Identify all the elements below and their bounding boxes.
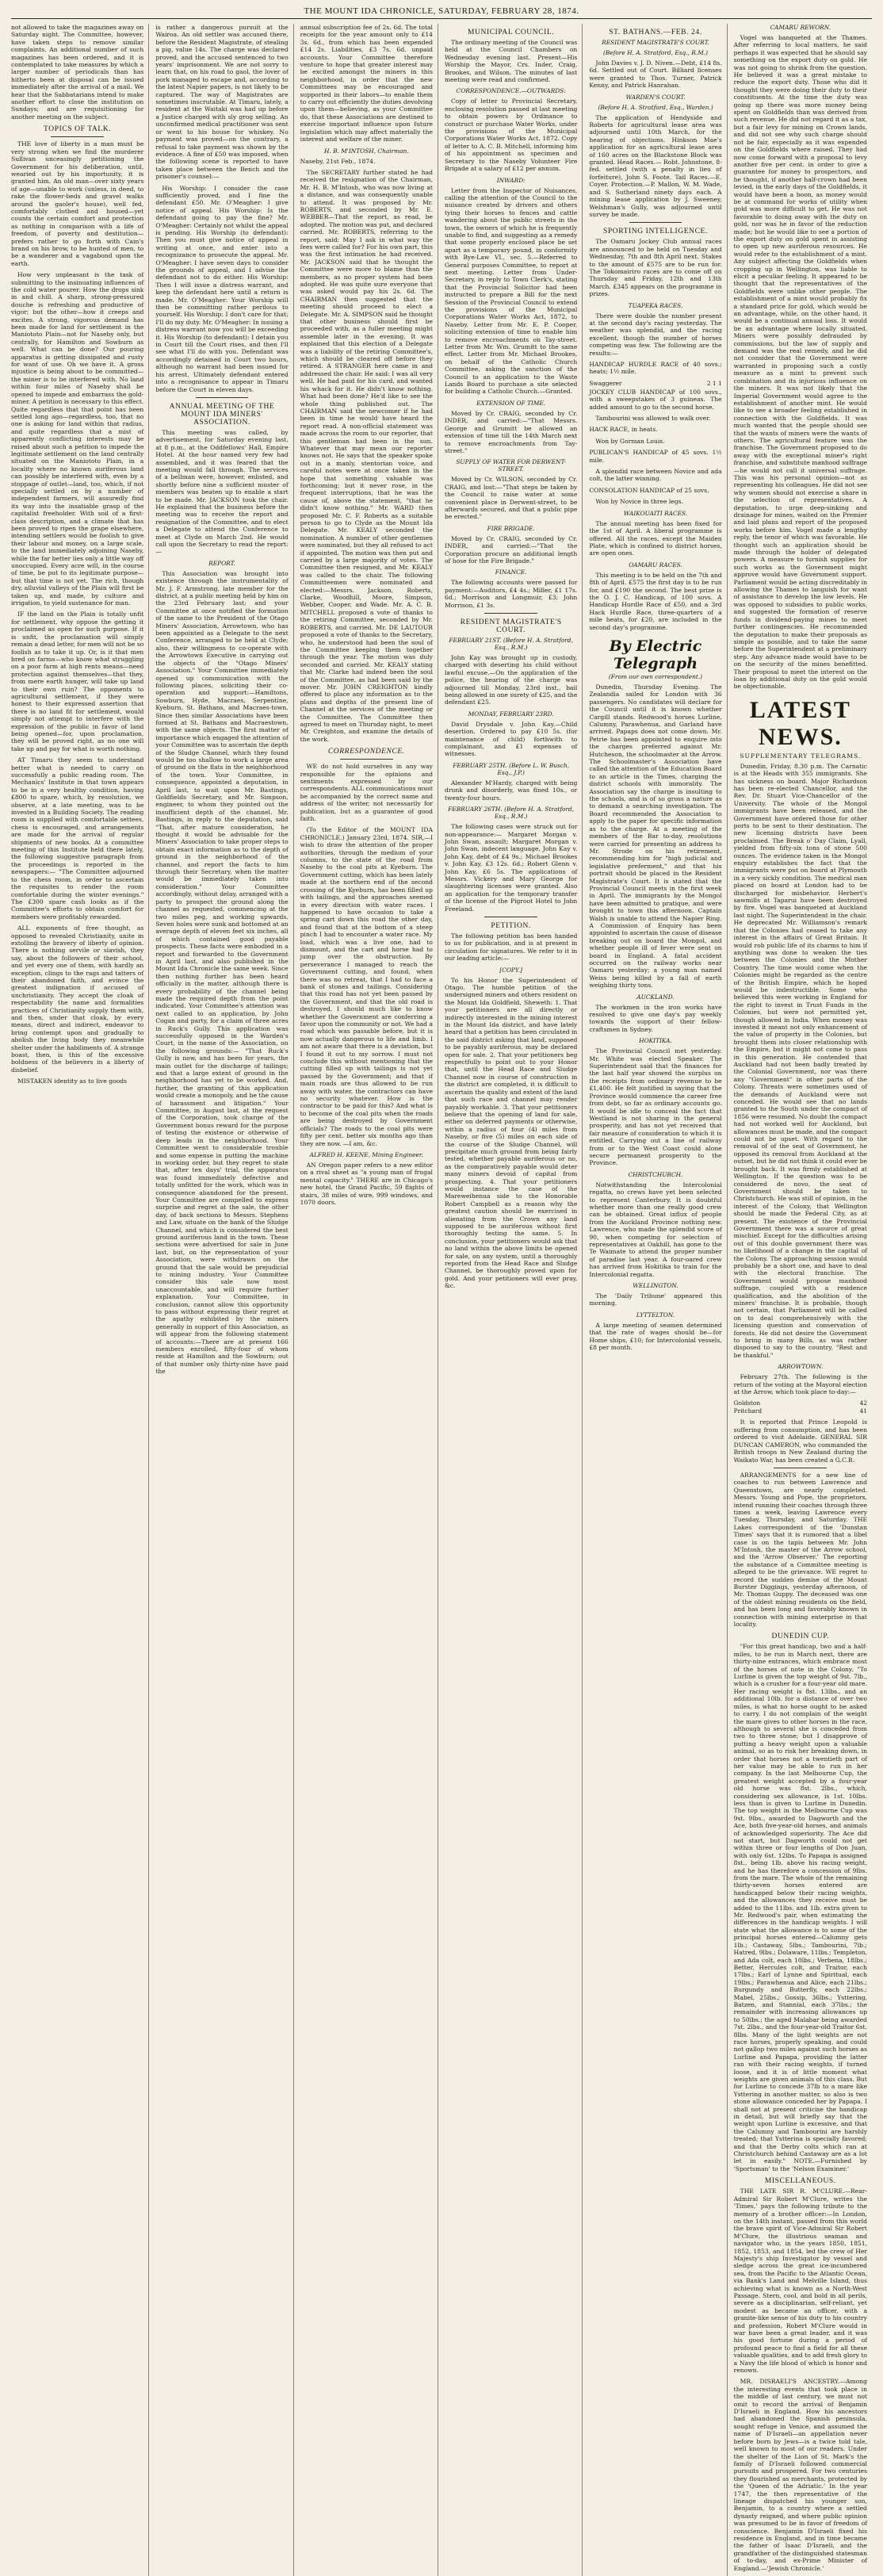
subheading: [COPY.] [499,966,523,974]
article-text: WE do not hold ourselves in any way responsible for the opinions and sentiments expressed by our correspondents. ALL communications must be accompanied by the correct name and address of the writer, not necessarily for publication, but as a guarantee of good faith. [300,763,433,823]
article-text: February 27th. The following is the return of the voting at the Mayoral election at the Arrow, which took place to-day:— [733,1373,867,1396]
article-text: Won by Novice in three legs. [595,498,683,506]
article-text: annual subscription fee of 2s. 6d. The total receipts for the year amount only to £14 3s. 6d., from which has been expended £14 2s. Liabilities, £3 7s. 6d. unpaid accounts. Your Committee therefore venture to hope that greater interest may be excited amongst the miners in this neighborhood, in order that the new Committees may be encouraged and supported in their labors—to enable them to carry out efficiently the duties devolving upon them—believing, as your Committee do, that these Associations are destined to exercise important influence upon future legislation which may affect materially the interest and welfare of the miner. [300,24,433,144]
divider [629,222,682,223]
article-text: Copy of letter to Provincial Secretary, enclosing resolution passed at last meeting to obtain powers by Ordinance to construct or purchase Water Works, under the provisions of the Municipal Corporations Water Works Act, 1872. Copy of letter to A. C. B. Mitchell, informing him of his appointment as specimen and Secretary to the Naseby Volunteer Fire Brigade at a salary of £12 per annum. [444,98,578,173]
article-text: Alexander M'Hardy, charged with being drunk and disorderly, was fined 10s., or twenty-four hours. [444,779,578,802]
column-4 [445,24,583,2576]
article-text: Dunedin, Thursday Evening. The Zealandia sailed for London with 36 passengers. No candidates will declare for the Council until it is known whether Cargill stands. Redwood's horses Lurline, Calumny, Parawhenua, and Garland have arrived. Papaps does not come down. Mr. Petrie has been appointed to enquire into the charges preferred against Mr. Hutcheson, the schoolmaster at the Arrow. The Schoolmaster's Association have called the attention of the Education Board to an article in the Times, charging the district schools with immorality. The Association say the charge is insulting to the schools, and is of so gross a nature as to demand a searching investigation. The Board recommended the Association to apply to the paper for specific information as to the charge. At a meeting of the members of the Bar to-day, resolutions were carried for presenting an address to Mr. Strode on his retirement, recommending him for "high judicial and legislative preferment," and that his portrait should be placed in the Resident Magistrate's Court. It is stated that the Provincial Council meets in the first week in April. The immigrants by the Mongol have been admitted to pratique, and were brought to town this afternoon. Captain Walsh is unable to attend the Napier Ring. A Commission of Enquiry has been appointed to ascertain the cause of disease breaking out on board the Mongol, and whether people ill of fever were sent on board in England. A fatal accident occurred on the railway works near Oamaru yesterday; a young man named Weiss being killed by a fall of earth weighing thirty tons. [589,683,722,989]
divider [51,136,104,137]
article-text: This Association was brought into existence through the instrumentality of Mr. J. F. Armstrong, late member for the district, at a public meeting held by him on the 23rd February last; and your Committee at once notified the formation of the same to the President of the Otago Miners' Association, Arrowtown, who has been appointed as a Delegate to the next Conference, arranged to be held at Clyde; also, their willingness to co-operate with the Arrowtown Executive in carrying out the objects of the "Otago Miners' Association." Your Committee immediately opened up communication with the following places, soliciting their co-operation and support:—Hamiltons, Sowburn, Hyde, Macraes, Serpentine, Kyeburn, St. Bathans, and Macraes-town. Since then similar Associations have been formed at St. Bathans and Macraestown, with the same objects. The first matter of importance which engaged the attention of your Committee was to ascertain the depth of the Sludge Channel, which they found would be too shallow to work a large area of ground on the flats in the neighborhood of the town. Your Committee, in consequence, appointed a deputation, in April last, to wait upon Mr. Bastings, Goldfields Secretary, and Mr. Simpson, engineer, to whom they pointed out the insufficient depth of the channel. Mr. Bastings, in reply to the deputation, said "That, after mature consideration, he thought it would be advisable for the Miners' Association to take proper steps to obtain exact information as to the depth of ground in the neighborhood of the channel, and report the facts to him through their Secretary, when the matter would be immediately taken into consideration." Your Committee accordingly, without delay, arranged with a party to prospect the ground along the channel as requested, commencing at the two miles peg, and working upwards. Seven holes were sunk and bottomed at an average depth of eleven feet six inches, all of which contained good payable prospects. These facts were embodied in a report and forwarded to the Government in April last, and also published in the Mount Ida Chronicle the same week. Since then nothing further has been heard officially in the matter, although there is every probability of the channel being made the required depth from the point indicated. Your Committee's attention was next called to an application, by John Cogan and party, for a claim of three acres in Ruck's Gully. This application was successfully opposed in the Warden's Court, in the name of the Association, on the following grounds:— "That Ruck's Gully is now, and has been for years, the main outlet for the discharge of tailings; and that a large extent of ground in the neighborhood has yet to be worked. And, further, the granting of this application would create a monopoly, and be the cause of harassment and litigation." Your Committee, in August last, at the request of the Corporation, took charge of the Government bonus reward for the purpose of testing the existence or otherwise of deep leads in the neighborhood. Your Committee went to considerable trouble and some expense in putting the machine in working order, but they regret to state that, after ten days' trial, the apparatus was found immediately defective and totally unfitted for the work, which was in consequence abandoned for the present. Your Committee are compelled to express surprise and regret at the sale, the other day, of back sections to Messrs. Stephens and Law, situate on the bank of the Sludge Channel, and which is considered the best ground auriferous land in the town. These sections were advertised for sale in June last, but, on the representation of your Association, were withdrawn on the ground that the sale would be prejudicial to mining industry. Your Committee consider this sale now most unaccountable, and will require further explanation. Your Committee, in conclusion, cannot allow this opportunity to pass without expressing their regret at the apathy exhibited by the miners generally in support of this Association, as will appear from the following statement of accounts:—There are at present 166 members enrolled, fifty-four of whom reside at Hamilton and the Sowburn; out of that number only thirty-nine have paid the [155,569,289,1376]
article-text: John Kay was brought up in custody, charged with deserting his child without lawful excuse.—On the application of the police, the hearing of the charge was adjourned till Monday, 23rd inst., bail being allowed in one surety of £25, and the defendant £25. [444,654,578,706]
candidate-votes: 41 [859,1407,867,1415]
divider [340,759,393,760]
subheading: TUAPEKA RACES. [628,301,683,309]
article-text: This meeting was called, by advertisement, for Saturday evening last, at 8 p.m., at the Oddfellows' Hall, Empire Hotel. At the hour named very few had assembled, and it was feared that the meeting would fall through. The services of a bellman were, however, enlisted, and shortly before nine a sufficient muster of members was beaten up to enable a start to be made. Mr. JACKSON took the chair. He explained that the business before the meeting was to receive the report and resignation of the Committee, and to elect a Delegate to attend the Conference to meet at Clyde on March 2nd. He would call upon the Secretary to read the report:— [155,428,289,556]
article-text: The following cases were struck out for non-appearance:— Margaret Morgan v. John Swan, assault; Margaret Morgan v. John Swan, indecent language, John Kay v. John Kay, debt of £4 9s.; Michael Brookes v. John Kay, £3 12s. 6d.; Robert Glenn v. John Kay, £6 5s. The applications of Messrs. Vickery and Mary George for slaughtering licenses were granted. Also an application for the temporary transfer of the license of the Pigroot Hotel to John Freeland. [444,823,578,913]
article-text: IF the land on the Plain is totally unfit for settlement, why oppose the getting it proclaimed as open for such purpose. If it is unfit, the proclamation will simply remain a dead letter, for men will not be so foolish as to take it up. Or, is it that men bred on farms—who know what struggling on a poor farm at high rents means—need protection against themselves—that they, from mere earth hunger, will take up land to their own ruin? The opponents to agricultural settlement, if they were honest to their expressed assertion that there is no land fit for settlement, would simply not attempt to interfere with the expression of the public in favor of land being opened—for, upon proclamation, they will be proved right, as no one will take up and pay for what is worth nothing. [11,611,144,752]
article-text: Notwithstanding the Intercolonial regatta, no crews have yet been selected to represent Canterbury. It is doubtful whether more than one really good crew can be obtained. Great influx of people from the Auckland Province nothing new. Lawrence, who made the splendid score of 90, when competing for selection of representatives at Oakhill, has gone to the Te Waimate to attend the proper number of paradise last year. A four-oared crew has arrived from Hokitika to train for the Intercolonial regatta. [589,1181,722,1278]
city-heading: AUCKLAND. [636,993,675,1001]
subheading: MONDAY, FEBRUARY 23RD. [468,710,554,718]
article-text: THE love of liberty in a man must be very strong when we find the murderer Sullivan unceasingly petitioning the Government for his deliberation, until, wearied out by his importunity, it is granted him. An old man—over sixty years of age—unable to work (unless, in deed, to rake the flower-beds and gravel walks around the gaoler's house), well fed, comfortably clothed and housed—yet counts the certain comfort and protection as nothing in comparison with a life of freedom, of poverty and destitution—prefers rather to go forth with Cain's brand on his brow, to be hunted of men, to be a wanderer and a vagabond upon the earth. [11,140,144,267]
article-text: Vogel was banqueted at the Thames. After referring to local matters, he said perhaps it was expected that he should say something on the export duty on gold. He was not going to shrink from the question. He believed it was a great mistake to reduce the export duty. Those who did it thought they were doing their duty to their constituents. At the time the duty was going up there was more money being spent on Goldfields than was derived from such revenue. He did not regard it as a tax, but a fair levy for mining on Crown lands, and did not see why such charge should not be fair, especially as it was expended on the Goldfields where raised. They had now come forward with a proposal to levy another five per cent. in order to give a guarantee for money to prospectors, and he thought, if another half-crown had been levied, in the early days of the Goldfields, it would have been a boon, as money would be at command for works of utility when gold was more difficult to get. He was not favorable to doing away with the duty on gold, nor was he in favor of the reduction made; but he would like to see a portion of the export duty on gold spent in assisting to open up new auriferous resources. He would refer to the establishment of a mint. Any subject affecting the Goldfields when cropping up in Wellington, was liable to elicit a peculiar feeling. It appeared to be thought that the representatives of the Goldfields were unlike other people. The establishment of a mint would probably fix a standard price for gold, which would be an advantage, while, on the other hand, it would be a continual annual loss. It would be an advantage where locally situated. Miners were possibly defrauded by commissions, but the law of supply and demand was the real remedy, and he did not consider that the Government were warranted in proposing such a costly measure as a mint to prevent such combination and its injurious influence on the miners. It was not likely that the Imperial Government would agree to the establishment of another mint. He would like to see a broader feeling established in connection with the Goldfields. It was much wanted that the people should see that the wants of miners were the wants of others. The agricultural feature was the franchise. The Government proposed to do away with the exceptional miner's right franchise, and substitute manhood suffrage—he would not call it universal suffrage. This was his personal opinion—not as representing his colleagues. He did not see why women should not exercise a share in the selection of representatives. A deputation, to urge deep-sinking and drainage for mines, waited on the Premier and laid plans and report of the proposed works before him. Vogel made a lengthy reply, the tenor of which was favorable. He thought such an application should be made through the holder of delegated powers. A measure to furnish supplies for such works as the Government might approve would have Government support. Parliament would be acting discreditably in allowing the Thames to languish for want of assistance to develop the low levels. He was opposed to subsidies to public works, and suggested the formation of reserve funds in dividend-paying mines to meet further contingencies. He recommended the deputation to make their proposals as simple as possible, and to take the same before the Superintendent at a preliminary step. Any advance made would have to be on the security of the mines benefitted. Their proposal to meet the interest on the loan by additional duty on the gold would be objectionable. [733,34,867,691]
subheading-report: REPORT. [208,559,235,567]
article-text: MISTAKEN identity as to live goods [17,1077,127,1085]
article-text: A splendid race between Novice and ada colt, the latter winning. [589,468,722,483]
article-text: is rather a dangerous pursuit at the Wairoa. An old settler was accused there, before the Resident Magistrate, of stealing a pig, value 14s. The charge was declared proved, and the accused sentenced to two years' imprisonment. We are not sorry to learn that, on his road to gaol, the lover of pork managed to escape and, according to the latest Napier papers, is not likely to be captured. The way of Magistrates are sometimes inscrutable. At Timaru, lately, a resident at the Waitaki was had up before a Justice charged with sly grog selling. An unconfirmed medical practitioner was sent or went to his house for whiskey. No payment was proved—on the contrary, a refusal to take payment was shown by the evidence. A fine of £50 was imposed, when the following scene is reported to have taken place between the Bench and the prisoner's counsel:— [155,24,289,181]
article-text: AT Timaru they seem to understand better what is needed to carry on successfully a public reading room. The Mechanics' Institute in that town appears to be in a very healthy condition, having £800 to spare, which, by resolution, we observe, at a late meeting, was to be invested in a Building Society. The reading room is supplied with comfortable settees, chess is encouraged, and arrangements are made for the arrival of regular shipments of new books. At a committee meeting of this Institute held there lately, the following suggestive paragraph from the proceedings is reported in the newspapers:— "The Committee adjourned to the chess room, in order to ascertain the requisites to render the room comfortable during the winter evenings." The £300 spare cash looks as if the Committee's efforts to obtain comfort for members were profitably rewarded. [11,756,144,921]
candidate-name: Goldston [733,1399,761,1407]
column-6 [734,24,872,2576]
subheading: FEBRUARY 26TH. (Before H. A. Stratford, Esq., R.M.) [448,806,575,821]
subheading: FEBRUARY 21ST. (Before H. A. Stratford, Esq., R.M.) [449,637,573,651]
electric-telegraph-heading: By Electric Telegraph [609,637,702,672]
section-heading-dunedin-cup: DUNEDIN CUP. [771,1632,830,1641]
subheading: CAMARU REWORN. [770,24,831,31]
race-title: CONSOLATION HANDICAP of 25 sovs. [589,486,709,494]
city-heading: HOKITIKA. [639,1037,672,1045]
article-text: (To the Editor of the MOUNT IDA CHRONICLE.) January 23rd, 1874. SIR,—I wish to draw the attention of the proper authorities, through the medium of your columns, to the state of the road from Naseby to the coal pits at Kyeburn. The Government cutting, which has been lately made at the northern end of the second crossing of the Kyeburn, has been filled up with tailings, and the approaches seemed in every direction with water races. I happened to have occasion to take a spring cart down this road the other day, and found that at the bottom of a steep pinch I had to encounter a water race. My load, which was a live one, had to dismount, and the cart and horse had to jump over the obstruction. By perseverance I managed to reach the Government cutting, and found, when there was no retreat, that I had to face a bank of stones and tailings. Considering that this road has not yet been passed by the Government, and that the old road is destroyed, I should much like to know whether the Government are conferring a favor upon the community or not. We had a road which was passable before, but it is now actually dangerous to life and limb. I am not aware that there is a deviation, but I found it out to my sorrow. I must not conclude this without mentioning that the cutting filled up with tailings is not yet passed by the Government; and that if main roads are thus allowed to be run away with water, the contractors can have no security whatever. How is the contractor to be paid for this? And what is to become of the coal pits when the roads are being destroyed by Government officials? The roads to the coal pits were fifty per cent. better six months ago than they are now. —I am, &c. [300,826,433,1147]
subheading: FEBRUARY 25TH. (Before L. W. Busch, Esq., J.P.) [453,761,570,776]
dateline: Naseby, 21st Feb., 1874. [300,157,376,165]
signature: ALFRED H. KEENE, Mining Engineer. [309,1150,423,1158]
race-result [589,380,721,387]
article-text: This meeting is to be held on the 7th and 8th of April. £575 the first day is to be run for, and £190 the second. The best prize is the O. J. C. Handicap, of 100 sovs. A Handicap Hurdle Race of £50, and a 3rd Hack Hurdle Race, three-quarters of a mile heats, for £20, are included in the second day's programme. [589,571,722,631]
column-1 [11,24,149,2576]
article-text: The workmen in the iron works have resolved to give one day's pay weekly towards the support of their fellow-craftsmen in Sydney. [589,1003,722,1033]
subheading: INWARD: [496,176,526,184]
subheading: OAMARU RACES. [629,561,682,568]
subheading: SUPPLY OF WATER FOR DERWENT-STREET. [456,458,566,473]
article-text: "For this great handicap, two and a half-miles, to be run in March next, there are thirty-nine entrances, which embrace most of the horses of note in the Colony. "To Lurline is given the top weight of 9st. 7lb., which is a crusher for a four-year old mare. Her racing weight is 8st. 13lbs., and an additional 10lb. for a distance of over two miles, is what no horse ought to be asked to carry. I do not complain of the weight the mare gives to other horses in the race, although to several she is conceded from two to three stone; but I disapprove of putting a heavy weight upon a valuable animal, so as to risk her breaking down, in order that horses not a twentieth part of her value may be able to run in her company. In the last Melbourne Cup, the greatest weight accepted by a four-year old horse was 8st. 2lbs., which, considering sex allowance, is 1st. 10lbs. less than is given to Lurline in Dunedin. The top weight in the Melbourne Cup was 9st. 9lbs., awarded to Dagworth and the Ace, both five-year-old horses, and animals of acknowledged superiority. The Ace did not start, but Dagworth could not get within three or four lengths of Don Juan, with only 6st. 12lbs. To Papapa is assigned 8st., being 1lb. above his racing weight, and he has therefore a concession of 9lbs. from the mare. The whole of the remaining thirty-seven horses entered are handicapped below their racing weights, and the allowances they receive must be added to the 11lbs. and 1lb. extra given to Mr. Redwood's pair, when estimating the differences in the handicap weights. I will state what the allowance is to some of the principal horses entered—Calumny gets 1lb.; Castaway, 5lbs.; Tambourini, 7lb.; Hatred, 9lbs.; Dolaware, 11lbs.; Templeton, and Ada colt, each 10lbs.; Verbena, 18lbs.; Better, Hercules colt, and Traitor, each 17lbs.; Earl of Lynne and Spiritual, each 19lbs.; Parawhenua and Alice, each 21lbs.; Burgundy and Butterfly, each 22lbs.; Mabel, 25lbs.; Gossip, 36lbs.; Ysttering, Batzen, and Stannial, each 37lbs.; the remainder with increasing allowances up to 50lbs.; the aged Malabar being awarded 7st. 2lbs., and the four-year-old Traitor 6st. 8lbs. Many of the light weights are not race horses, properly speaking, and could not gallop two miles against such horses as Lurline and Papapa, providing the latter ran with their racing weights, if turned loose, and it is of little moment what weights are given animals of this class. But for Lurline to concede 37lb to a mare like Ysttering in another matter, so also is two stone allowance conceded her by Papapa. I shall not at present criticise the handicap in detail, but will briefly say that the weight upon Lurline is excessive, and that the Calumny and Tambourini are harshly treated; that Ystterina is specially favored; and that the Derby colts which ran at Christchurch behind Castaway are as a lot let in easily." NOTE.—Furnished by 'Sportsman' to the 'Nelson Examiner.' [733,1643,867,2172]
article-text: Moved by Cr. CRAIG, seconded by Cr. INDER, and carried:—"That the Corporation procure an additional length of hose for the Fire Brigade." [444,534,578,565]
section-heading-sporting: SPORTING INTELLIGENCE. [603,228,708,236]
article-text: Won by Gorman Louis. [595,437,665,445]
subheading: RESIDENT MAGISTRATE'S COURT. [602,39,709,46]
city-heading: ARROWTOWN. [778,1363,824,1371]
article-text: The 'Daily Tribune' appeared this morning. [589,1292,722,1307]
article-text: The Provincial Council met yesterday. Mr. White was elected Speaker. The Superintendent said that the finances for the last half year showed the surplus on the receipts from ordinary revenue to be £1,400. He felt justified in saying that the Province would commence the career free from debt, so far as ordinary accounts go. It would be idle to conceal the fact that Westland is not sharing in the general prosperity, and has not yet received that fair measure of consideration to which it is entitled. Carrying out a line of railway from or to the West Coast could alone secure permanent prosperity to the Province. [589,1047,722,1167]
article-text: The Oamaru Jockey Club annual races are announced to be held on Tuesday and Wednesday, 7th and 8th April next. Stakes to the amount of £575 are to be run for. The Tokomairiro races are to come off on Thursday and Friday, 12th and 13th March. £345 appears on the programme in prizes. [589,238,722,298]
subheading: FINANCE. [495,568,527,576]
article-text: The annual meeting has been fixed for the 1st of April. A liberal programme is offered. All the races, except the Maiden Plate, which is confined to district horses, are open ones. [589,519,722,557]
race-placings: 2 1 1 [706,379,722,387]
subheading: FIRE BRIGADE. [487,524,535,532]
article-text: There were double the number present at the second day's racing yesterday. The weather was splendid, and the racing excellent, though the number of horses competing was few. The following are the results:— [589,312,722,357]
article-text: MR. DISRAELI'S ANCESTRY.—Among the interesting events that took place in the middle of last century, we must not omit to record the arrival of Benjamin D'Israeli in England. How his ancestors had abandoned the Spanish peninsula, sought refuge in Venice, and assumed the name of D'Israeli—an appellation never before born by Jews—is a twice told tale, well known to most of our readers. Under the shelter of the Lion of St. Mark's the family of D'Israeli followed commercial pursuits and prospered. For two centuries they flourished as merchants, protected by the 'Queen of the Adriatic.' In the year 1747, the then representative of the lineage dispatched his younger son, Benjamin, to a country where a settled dynasty reigned, and where public opinion was presumed to be in favor of freedom of conscience. Benjamin D'Israeli fixed his residence in England, and in time became the father of Isaac D'Israeli, and the grandfather of the distinguished statesman of to-day, and ex-Prime Minister of England.—'Jewish Chronicle.' [733,2378,867,2572]
section-heading-petition: PETITION. [491,921,531,930]
article-text: The application of Hendyside and Roberts for agricultural lease area was adjourned until 10th March, for the hearing of objections. Hinkson Mae's application for an agricultural lease area of 160 acres on the Blackstone Block was granted. Head Races.— Robt. Johnstone, 8-fed. settled (with a penalty in lieu of forfeiture), John S. Foote. Tail Races.—E. Coyer. Protection.—P. Mallon, W. M. Wade, and S. Sutherland ninety days each. A mining lease application by J. Sweeney, Welshman's Gully, was adjourned until survey be made. [589,113,722,218]
subheading: WARDEN'S COURT. [625,93,686,101]
article-text: A large meeting of seamen determined that the rate of wages should be—for Home ships, £10; for Intercolonial vessels, £8 per month. [589,1321,722,1352]
section-heading-municipal-council: MUNICIPAL COUNCIL. [467,29,555,36]
article-text: Tambourini was allowed to walk over. [595,415,711,423]
article-text: It is reported that Prince Leopold is suffering from consumption, and has been ordered to visit Adelaide. GENERAL SIR DUNCAN CAMERON, who commanded the British troops in New Zealand during the Waikato War, has been created a G.C.B. [733,1418,867,1464]
subheading: (Before H. A. Stratford, Esq., Warden.) [598,103,713,111]
race-title: JOCKEY CLUB HANDICAP of 100 sovs., with a sweepstakes of 3 guineas. The added amount to go to the second horse. [589,388,722,411]
article-text: not allowed to take the magazines away on Saturday night. The Committee, however, have taken steps to remove similar complaints. An additional number of such magazines has been ordered, and it is contemplated to take measures by which a larger number of periodicals than has hitherto been at disposal can be issued immediately after the arrival of a mail. We hear that the Sabbatarians intend to make another effort to close the institution on Sundays; and are requisitioning for another meeting on the subject. [11,24,144,121]
election-results [734,1399,867,1414]
article-text: David Drysdale v. John Kay.—Child desertion. Ordered to pay £10 5s. (for maintenance of child) forthwith to complainant, and £1 expenses of witnesses. [444,720,578,758]
signature: H. B. M'INTOSH, Chairman. [323,147,409,155]
section-heading-miscellaneous: MISCELLANEOUS. [764,2177,836,2186]
race-title: HANDICAP HURDLE RACE of 40 sovs.; heats; 1½ mile. [589,361,722,376]
city-heading: LYTTELTON. [636,1311,675,1319]
masthead [11,6,872,19]
article-text: AN Oregon paper refers to a new editor on a rival sheet as "a young man of frugal mental capacity." THERE are in Chicago's new hotel, the Grand Pacific, 59 flights of stairs, 38 miles of wire, 999 windows, and 1070 doors. [300,1161,433,1206]
article-text: ALL exponents of free thought, as opposed to revealed Christianity, unite in extolling the bravery of liberty of opinion. There is nothing servile or slavish, they say, about the followers of their school, and yet every one of them, with hardly an exception, clings to the rags and tatters of their abandoned faith, and evince the greatest indignation if accused of unchristianity. They accept the cloak of respectability the name and formalities practices of Christianity supply them with, and then, under that cloak, by every means, direct and indirect, endeavor to bring contempt upon and gradually to abolish the living body they meanwhile shelter under the habiliments of. A strange boast, then, is this of the excessive boldness of the believers in a liberty of disbelief. [11,924,144,1074]
article-text: THE LATE SIR R. M'CLURE.—Rear-Admiral Sir Robert M'Clure, writes the 'Times,' pays the following tribute to the memory of a brother officer:—In London, on the 14th instant, passed from this world the brave spirit of Vice-Admiral Sir Robert M'Clure, the illustrious seaman and navigator who, in the years 1850, 1851, 1852, 1853, and 1854, led the crew of Her Majesty's ship Investigator by vessel and sledge across the great ice-incumbered sea, from the Pacific to the Atlantic Ocean, via Bank's Land and Melville Island, thus achieving what is known as a North-West Passage. Stern, cool, and bold in all perils, severe as a disciplinarian, self-reliant, yet modest as became an officer, with a granite-like sense of his duty to his country and profession, Robert M'Clure would in war have been a great leader, and it was his good fortune during a period of profound peace to find a field for all these valuable qualities, and to add fresh glory to a Navy the life blood of which is honor and renown. [733,2187,867,2375]
race-title: HACK RACE, in heats. [589,426,658,434]
article-text: John Davies v. J. D. Niven.—Debt, £14 8s. 6d. Settled out of Court. Billiard licenses were granted to Thos. Turner, Patrick Kenny, and Patrick Hanrahan. [589,59,722,90]
section-heading-topics-of-talk: TOPICS OF TALK. [44,125,112,134]
article-text: Dunedin, Friday, 8.30 p.m. The Carnatic is at the Heads with 355 immigrants. She has sickness on board. Major Richardson has been re-elected Chancellor, and the Rev. Dr. Stuart Vice-Chancellor of the University. The whole of the Mongol immigrants have been released, and the Government have ordered those for other ports to be sent to their destination. The new licensing districts have been proclaimed. The Break o' Day Claim, Lyall, yielded from fifty-six tons of stone 500 ounces. The evidence taken in the Mongol enquiry establishes the fact that the immigrants were put on board at Plymouth in a very sickly condition. The medical man placed on board at London had to be discharged for misbehavior. Herbert's sawmills at Taparui have been destroyed by fire. Vogel was banqueted at Auckland last night. The Superintendent in the chair. He deprecated Mr. Williamson's remark that the Colonies had ceased to take any interest in the affairs of Great Britain. It would rob public life of its charms to him if anything was done to weaken the ties between the Colonies and the Mother Country. The time would come when the Colonies might be regarded as the centre of the British Empire, which he hoped would be indestructible. Some who believed this were working in England for the right to invest in Trust Funds in the Colonies, but were not permitted yet, though allowed in India. When money was invested it meant not only enhancement of the value of property in the Colonies, but brought them into closer relationship with the Empire, but it might not come to pass in this generation. He contended that Auckland had not been badly treated by the Colonial Government, nor was there any "Government" in other parts of the Colony. Threats were sometimes used of the demands of Auckland were not conceded. He would see that no lands granted to the South under the compact of 1856 were resumed. No doubt the compact had not worked well for Auckland, but allowances must be made, and the compact could not be upset. With regard to the removal of of the seat of Government, he opposed its removal from Auckland at the outset, but he did not think it could ever be brought back. It was firmly established at Wellington. If the question was to be considered de novo, the seat of Government should be taken to Christchurch. He was still of opinion, in the interest of the Colony, that Wellington should be made the Federal City, as at present. The existence of the Provincial Government there was a source of great mischief. Except for the difficulties arising out of this double government there was no likelihood of a change in the capital of the Colony. The approaching session would probably be a short one, and have to deal with the electoral franchise. The Government would propose manhood suffrage, coupled with a residence qualification, and the abolition of the miners' franchise. It is probable, though not certain, that Parliament will be called on to deal comprehensively with the licensing question and conservation of forests. He did not desire the Government to bring in many Bills, as was rather disposed to say to the country, "Rest and be thankful." [733,762,867,1359]
divider [484,613,537,614]
latest-news-heading: LATEST NEWS. [749,696,851,750]
city-heading: WELLINGTON. [633,1282,678,1290]
article-text: ARRANGEMENTS for a new line of coaches to run between Lawrence and Queenstown, are nearly completed. Messrs. Young and Pope, the proprietors, intend running their coaches through three times a week, leaving Lawrence every Tuesday, Thursday, and Saturday. THE Lakes correspondent of the 'Dunstan Times' says that it is rumored that a libel case is on the tapis between Mr. John M'Intosh, the master of the Arrow school, and the 'Arrow Observer.' The reporting the substance of a Committee meeting is alleged to be the grievance. WE regret to record the sudden demise of the Mount Burster Diggings, yesterday afternoon, of Mr. Thomas Guppy. The deceased was one of the oldest mining residents on the field, and has been long and favorably known in connection with mining enterprise in that locality. [733,1471,867,1629]
subheading: (Before H. A. Stratford, Esq., R.M.) [602,49,709,56]
newspaper-title: THE MOUNT IDA CHRONICLE, SATURDAY, FEBRUARY 28, 1874. [304,6,579,16]
divider [196,397,249,398]
article-text: His Worship: I consider the case sufficiently proved, and I fine the defendant £50. Mr. O'Meagher: I give notice of appeal. His Worship: Is the defendant going to pay the fine? Mr. O'Meagher: Certainly not whilst the appeal is pending. His Worship (to defendant): Then you must give notice of appeal in writing at once, and enter into a recognizance to prosecute the appeal. Mr. O'Meagher: I have seven days to consider the grounds of appeal, and I advise the defendant not to do either. His Worship: Then I will issue a distress warrant, and keep the defendant here until a return is made. Mr. O'Meagher: Your Worship will then be committing rather perilous to yourself. His Worship: I don't care for that; I'll do my duty. Mr. O'Meagher: In issuing a distress warrant now you will be exceeding it. His Worship (to defendant): I detain you in Court till the Court rises, and then I'll see what I'll do with you. Defendant was accordingly detained in Court two hours, although no warrant had been issued for his arrest. Ultimately defendant entered into a recognisance to appear in Timaru before the Court in eleven days. [155,184,289,393]
supplementary-telegrams-heading: SUPPLEMENTARY TELEGRAMS. [740,752,862,760]
candidate-votes: 42 [859,1399,867,1407]
article-text: Moved by Cr. WILSON, seconded by Cr. CRAIG, and lost:—"That steps be taken by the Council to raise water at some convenient place in Derwent-street, to be afterwards secured, and that a public pipe be erected." [444,476,578,521]
section-heading-correspondence: CORRESPONDENCE. [327,748,405,756]
article-text: The SECRETARY further stated he had received the resignation of the Chairman, Mr. H. B. M'Intosh, who was now living at a distance, and was consequently unable to attend. It was proposed by Mr. ROBERTS, and seconded by Mr. E. WEBBER—That the report, as read, be adopted. The motion was put, and declared carried. Mr. ROBERTS, referring to the report, said: May I ask in what way the fees were called for? For his own part, this was the first intimation he had received. Mr. JACKSON said that he thought the Committee were more to blame than the members, as no proper system had been adopted. He was quite sure everyone that was asked would pay his 2s. 6d. The CHAIRMAN then suggested that the meeting should proceed to elect a Delegate. Mr. A. SIMPSON said he thought that other business should first be proceeded with, as a fuller meeting might assemble later in the evening. It was explained that this election of a Delegate was a liability of the retiring Committee's, which should be cleared off before they retired. A STRANGER here came in and addressed the chair. He said: I was all very well. He had paid for his card, and wanted his whack for it. He didn't know nothing. What had been done? He'd like to see the whole thing published out. The CHAIRMAN said the newcomer if he had been in time he would have heard the report read. A non-official statement was made across the room to our reporter, that this gentleman had been in the sun. Whatever that may mean our reporter knows not. He says that the speaker spoke out in a manly, stentorian voice, and careful notes were at once taken in the hope that something valuable was forthcoming; but it never rose, in the frequent interruptions, that he was the cause of, above the statement, "that he didn't know nothing." Mr. WARD then proposed Mr. C. F. Roberts as a suitable person to go to Clyde as the Mount Ida Delegate. Mr. KEALY seconded the nomination. A number of other gentlemen were nominated, but they all refused to act if appointed. The motion was then put and carried by a large majority of votes. The Committee then resigned, and Mr. KEALY was called to the chair. The following Committeemen were nominated and elected:—Messrs. Jackson, Roberts, Clarke, Woodhill, Moore, Simpson, Webber, Cooper, and Wade. Mr. A. C. B. MITCHELL proposed a vote of thanks to the retiring Committee, seconded by Mr. ROBERTS, and carried. Mr. DE LAUTOUR proposed a vote of thanks to the Secretary, who, he understood had been the soul of the Committee keeping them together through the year. The motion was duly seconded and carried. Mr. KEALY stating that Mr. Clarke had indeed been the soul of the Committee, as had been said by the mover. Mr. JOHN CREIGHTON kindly offered to place any information as to the plans and depths of the present line of Channel at the services of the meeting or the Committee. The Committee then agreed to meet on Thursday night, to meet Mr. Creighton, and examine the details of the work. [300,168,433,743]
article-text: To his Honor the Superintendent of Otago. The humble petition of the undersigned miners and others resident on the Mount Ida Goldfield, Sheweth: 1. That your petitioners are all directly or indirectly interested in the mining interest in the Mount Ida district, and have lately heard that a petition has been circulated in the said district asking that land, supposed to be payably auriferous, may be declared open for sale. 2. That your petitioners beg respectfully to point out to your Honor that, until the Head Race and Sludge Channel now in course of construction in the district are completed, it is difficult to ascertain the quality and extent of the land that such race and channel may render payably workable. 3. That your petitioners believe that the opening of land for sale, either on deferred payments or otherwise, within a radius of four (4) miles from Naseby, or five (5) miles on each side of the course of the Sludge Channel, will precipitate much ground from being fairly tested, whether payable auriferous or no, as the comparatively payable would deter many miners devoid of capital from prospecting. 4. That your petitioners would instance the case of the Mareweihenua side to the Honorable Robert Campbell as a reason why the greatest caution should be exercised in alienating from the Crown any land supposed to be auriferous without first thoroughly testing the same. 5. In conclusion, your petitioners would ask that no land within the above limits be opened for sale, on any system, until a thoroughly reported from the Head Race and Sludge Channel, be thoroughly proved upon for gold. And your petitioners will ever pray, &c. [444,976,578,1290]
section-heading-miners-association: ANNUAL MEETING OF THE MOUNT IDA MINERS' ASSOCIATION. [169,402,275,427]
section-heading-st-bathans: ST. BATHANS.—FEB. 24. [609,29,702,36]
article-text: The ordinary meeting of the Council was held at the Council Chambers on Wednesday evening last. Present—His Worship the Mayor, Crs. Inder, Craig, Brookes, and Wilson. The minutes of last meeting were read and confirmed. [444,39,578,84]
article-text: The following petition has been handed to us for publication, and is at present in circulation for signatures. We refer to it in our leading article:— [444,932,578,963]
subheading: WAIKOUAITI RACES. [623,509,688,517]
subheading: CORRESPONDENCE.—OUTWARDS: [456,87,566,95]
column-3 [300,24,438,2576]
columns [11,24,872,2572]
column-5 [589,24,727,2576]
article-text: The following accounts were passed for payment:—Auditors, £4 4s.; Miller, £1 17s. 6d.; Morrison and Longmuir, £3; John Morrison, £1 3s. [444,579,578,609]
horse-name: Swaggerer [589,379,622,387]
article-text: How very unpleasant is the task of submitting to the insinuating influences of the cold water pourer. How the drops sink in and chill. A sharp, strong-pressured douche is refreshing and productive of vigor; but the other—how it creeps and excites. A strong, vigorous demand has been made for land for settlement in the Maniototo Plain—not for Naseby only, but centrally, for Hamilton and Sowburn as well. What can be done? Our pouring apparatus is getting dissipated and rusty for want of use. Oh we have it. A gross injustice is being about to be committed—the miner is to be interfered with. No land within four miles of Naseby shall be opened to impede and embarrass the gold-miner. A petition is necessary to this effect. Quite regardless that that point has been settled long ago—regardless, too, that no one is asking for land within that radius, and quite regardless that a mist of apparently conflicting interests may be raised about such a petition to impede the legitimate settlement on the land centrally situated on the Maniototo Plain, in a locality where no known auriferous land can possibly be interfered with, even by a stoppage of outlet—land, too, which, if not specially settled on by a number of independent farmers, will assuredly find its way into the insatiable grasp of the capitalist freeholder. With soil of a first-class description, and a climate that has been proved to ripen the grape elsewhere, intending settlers would be foolish to give their labour and money, on a large scale, to the land immediately adjoining Naseby, while the far better lies only a little way off unoccupied. Every acre will, in the course of time, be put to its legitimate purpose—but that time is not yet. The rich, though dry, alluvial valleys of the Plain will first be taken up, and made, by culture and irrigation, to yield sustenance for man. [11,271,144,607]
article-text: Letter from the Inspector of Nuisances, calling the attention of the Council to the nuisance created by drivers and others tying their horses to fences and cattle wandering about the public streets in the town, the owners of which he is frequently unable to find, and suggesting as a remedy that some properly enclosed place be set apart as a temporary pound, in conformity with Bye-Law VI., sec. 5.—Referred to General purposes Committee, to report at next meeting. Letter from Under-Secretary, in reply to Town Clerk's, stating that the Provincial Solicitor had been instructed to prepare a Bill for the next Session of the Provincial Council to extend the provisions of the Municipal Corporations Water Works Act, 1872, to Naseby. Letter from Mr. E. P. Cooper, soliciting extension of time to enable him to remove encroachments on Tay-street. Letter from Mr. Wm. Grumitt to the same effect. Letter from Mr. Michael Brookes, on behalf of the Catholic Church Committee, asking the sanction of the Council to an application to the Waste Lands Board to purchase a site selected for building a Catholic Church.—Granted. [444,186,578,396]
section-heading-magistrates-court: RESIDENT MAGISTRATE'S COURT. [460,618,562,634]
subheading: EXTENSION OF TIME. [476,399,546,407]
city-heading: CHRISTCHURCH. [628,1170,683,1178]
article-text: Moved by Cr. CRAIG, seconded by Cr. INDER, and carried:—"That Messrs. George and Grumitt be allowed an extension of time till the 14th March next to remove encroachments from Tay-street." [444,409,578,454]
subheading: (From our own correspondent.) [608,672,703,680]
race-title: PUBLICAN'S HANDICAP of 45 sovs. 1½ mile. [589,449,722,464]
candidate-name: Pritchard [733,1407,763,1415]
column-2 [155,24,293,2576]
